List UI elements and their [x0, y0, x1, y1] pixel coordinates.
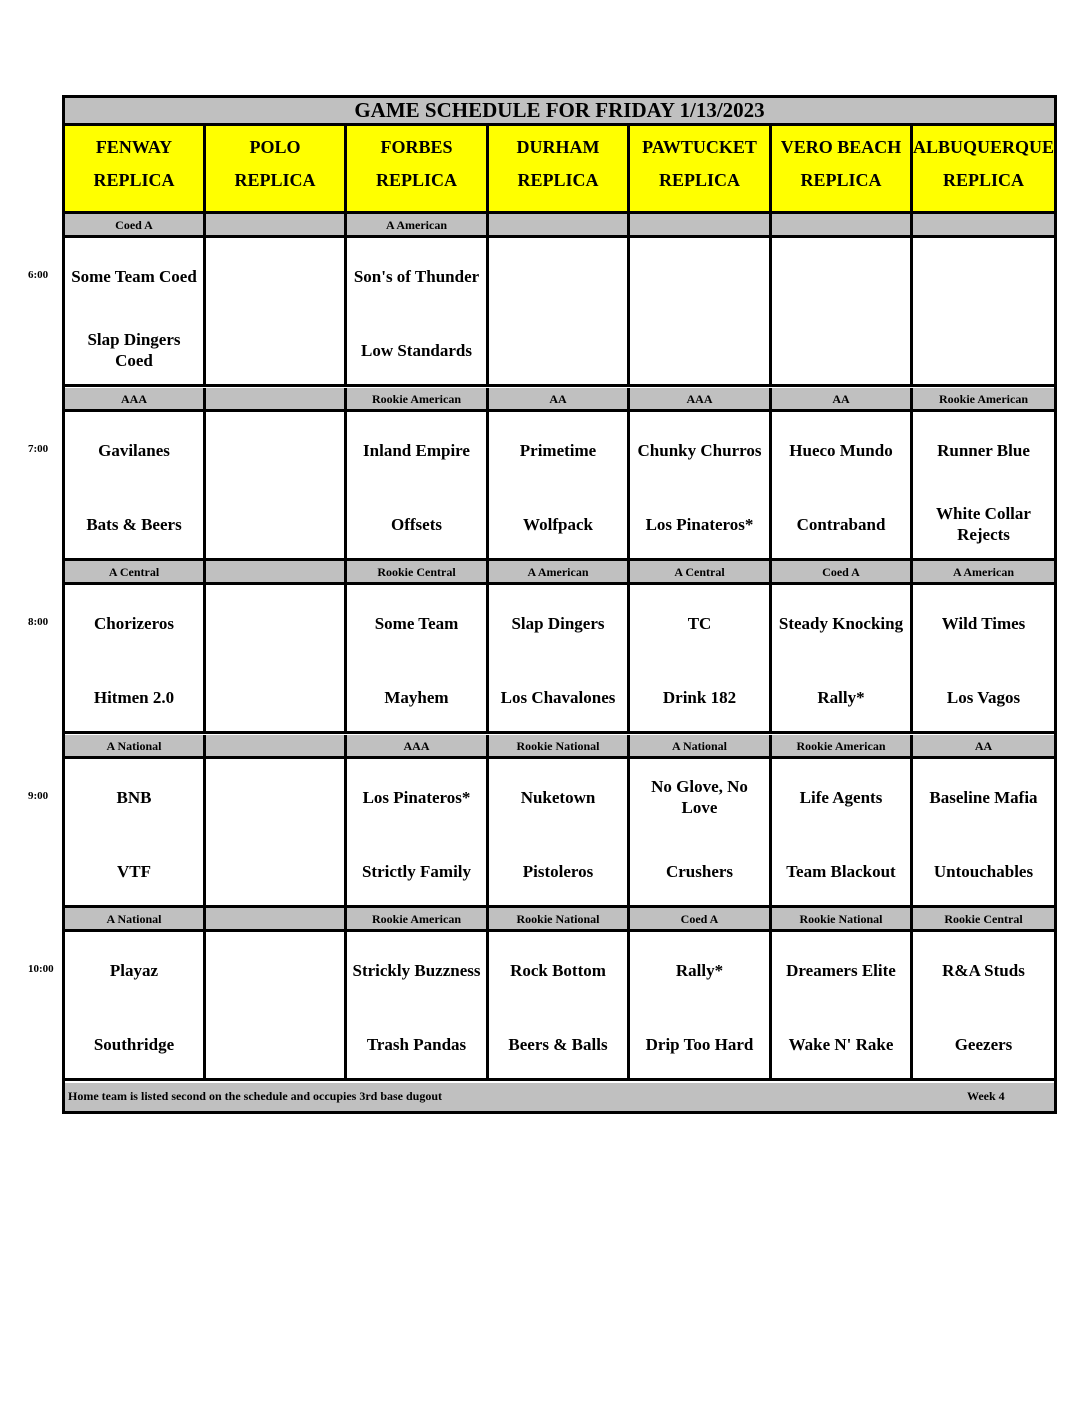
- game-cell: [489, 238, 630, 387]
- away-team: Dreamers Elite: [786, 960, 896, 980]
- away-team: Some Team Coed: [71, 266, 197, 286]
- home-team: [772, 326, 910, 374]
- away-team: Chunky Churros: [637, 440, 762, 460]
- game-cell: [347, 238, 489, 387]
- division-label: AA: [772, 388, 913, 412]
- game-cell: [630, 759, 772, 908]
- game-cell: [489, 585, 630, 734]
- division-label: [206, 735, 347, 759]
- week-label: Week 4: [967, 1089, 1005, 1103]
- game-cell: [65, 238, 206, 387]
- division-label: AA: [489, 388, 630, 412]
- home-team: Beers & Balls: [508, 1034, 608, 1054]
- game-cell: [347, 412, 489, 561]
- division-label: Rookie National: [489, 908, 630, 932]
- division-label: A National: [65, 908, 206, 932]
- time-label: 6:00: [28, 269, 49, 281]
- game-cell: [772, 932, 913, 1081]
- division-label: Rookie Central: [913, 908, 1054, 932]
- home-team: Strictly Family: [361, 861, 472, 881]
- division-label: Coed A: [630, 908, 772, 932]
- field-sub: REPLICA: [658, 170, 740, 190]
- field-sub: REPLICA: [517, 170, 599, 190]
- away-team: No Glove, No Love: [651, 777, 748, 817]
- game-cell: [913, 759, 1054, 908]
- field-header: [489, 126, 630, 214]
- home-team: Drip Too Hard: [645, 1034, 754, 1054]
- schedule-title: GAME SCHEDULE FOR FRIDAY 1/13/2023: [65, 98, 1054, 126]
- division-label: A Central: [65, 561, 206, 585]
- away-team: R&A Studs: [942, 960, 1025, 980]
- home-team: [206, 673, 344, 721]
- away-team: Baseline Mafia: [929, 787, 1038, 807]
- game-cell: [630, 585, 772, 734]
- away-team: Inland Empire: [363, 440, 470, 460]
- field-header: [206, 126, 347, 214]
- field-header: [913, 126, 1054, 214]
- away-team: [206, 426, 344, 474]
- time-label: 8:00: [28, 616, 49, 628]
- home-team: Drink 182: [662, 687, 737, 707]
- field-sub: REPLICA: [800, 170, 882, 190]
- game-cell: [206, 759, 347, 908]
- home-team: [489, 326, 627, 374]
- field-name: ALBUQUERQUE: [913, 137, 1055, 157]
- field-sub: REPLICA: [93, 170, 175, 190]
- away-team: Primetime: [519, 440, 597, 460]
- game-cell: [489, 759, 630, 908]
- time-label: 10:00: [28, 963, 54, 975]
- field-name: VERO BEACH: [780, 137, 902, 157]
- division-label: Rookie American: [772, 735, 913, 759]
- game-cell: [630, 412, 772, 561]
- game-cell: [206, 412, 347, 561]
- division-label: Rookie American: [347, 908, 489, 932]
- home-team: White Collar Rejects: [936, 504, 1031, 544]
- division-label: A American: [489, 561, 630, 585]
- home-team: Rally*: [817, 687, 865, 707]
- game-cell: [489, 932, 630, 1081]
- game-cell: [913, 585, 1054, 734]
- home-team: Crushers: [665, 861, 734, 881]
- home-team: [206, 500, 344, 548]
- away-team: Strickly Buzzness: [352, 960, 481, 980]
- away-team: [630, 252, 769, 300]
- home-team: Trash Pandas: [366, 1034, 467, 1054]
- field-header: [772, 126, 913, 214]
- game-cell: [630, 238, 772, 387]
- division-label: Rookie American: [347, 388, 489, 412]
- away-team: Hueco Mundo: [789, 440, 893, 460]
- away-team: Life Agents: [799, 787, 883, 807]
- game-cell: [65, 759, 206, 908]
- home-team: Bats & Beers: [86, 514, 182, 534]
- field-name: FENWAY: [95, 137, 173, 157]
- away-team: [206, 599, 344, 647]
- division-label: Rookie Central: [347, 561, 489, 585]
- home-team: Geezers: [954, 1034, 1013, 1054]
- division-label: Coed A: [65, 214, 206, 238]
- division-label: Coed A: [772, 561, 913, 585]
- away-team: Slap Dingers: [511, 613, 605, 633]
- division-label: A National: [65, 735, 206, 759]
- division-label: Rookie National: [772, 908, 913, 932]
- division-label: AAA: [630, 388, 772, 412]
- time-label: 9:00: [28, 790, 49, 802]
- field-header: [630, 126, 772, 214]
- game-cell: [65, 412, 206, 561]
- away-team: Chorizeros: [94, 613, 174, 633]
- home-team: Pistoleros: [522, 861, 594, 881]
- home-team: Offsets: [391, 514, 442, 534]
- field-header: [65, 126, 206, 214]
- division-label: [206, 388, 347, 412]
- division-label: Rookie National: [489, 735, 630, 759]
- home-team: Team Blackout: [786, 861, 896, 881]
- division-label: A American: [347, 214, 489, 238]
- away-team: Wild Times: [941, 613, 1026, 633]
- game-cell: [913, 932, 1054, 1081]
- game-cell: [772, 759, 913, 908]
- game-cell: [913, 412, 1054, 561]
- away-team: [489, 252, 627, 300]
- game-cell: [347, 759, 489, 908]
- game-cell: [65, 932, 206, 1081]
- away-team: [206, 773, 344, 821]
- home-team: Slap Dingers Coed: [87, 330, 181, 370]
- game-cell: [913, 238, 1054, 387]
- home-team: [913, 326, 1054, 374]
- field-sub: REPLICA: [942, 170, 1024, 190]
- division-label: A Central: [630, 561, 772, 585]
- game-cell: [206, 238, 347, 387]
- game-cell: [347, 932, 489, 1081]
- field-name: POLO: [249, 137, 301, 157]
- home-team: Contraband: [796, 514, 886, 534]
- home-team: Low Standards: [360, 340, 472, 360]
- division-label: A National: [630, 735, 772, 759]
- away-team: BNB: [116, 787, 152, 807]
- division-label: [489, 214, 630, 238]
- home-team: [206, 1020, 344, 1068]
- footer-note: Home team is listed second on the schedule and occupies 3rd base dugout: [68, 1089, 443, 1103]
- away-team: Gavilanes: [98, 440, 170, 460]
- field-sub: REPLICA: [234, 170, 316, 190]
- division-label: [913, 214, 1054, 238]
- away-team: Rally*: [675, 960, 724, 980]
- game-cell: [772, 238, 913, 387]
- away-team: Some Team: [374, 613, 459, 633]
- game-cell: [772, 585, 913, 734]
- division-label: [206, 214, 347, 238]
- game-cell: [206, 932, 347, 1081]
- division-label: [630, 214, 772, 238]
- home-team: Southridge: [93, 1034, 175, 1054]
- game-cell: [772, 412, 913, 561]
- home-team: Hitmen 2.0: [93, 687, 175, 707]
- away-team: Nuketown: [520, 787, 596, 807]
- field-name: PAWTUCKET: [642, 137, 757, 157]
- away-team: TC: [687, 613, 712, 633]
- away-team: [206, 946, 344, 994]
- home-team: [206, 326, 344, 374]
- field-header: [347, 126, 489, 214]
- away-team: Son's of Thunder: [353, 266, 480, 286]
- game-cell: [65, 585, 206, 734]
- away-team: Steady Knocking: [778, 613, 904, 633]
- time-label: 7:00: [28, 443, 49, 455]
- division-label: [206, 561, 347, 585]
- home-team: VTF: [117, 861, 151, 881]
- field-name: DURHAM: [516, 137, 600, 157]
- division-label: [206, 908, 347, 932]
- footer-row: [65, 1083, 1054, 1111]
- field-name: FORBES: [380, 137, 453, 157]
- schedule-table: [62, 95, 1057, 1114]
- home-team: Los Pinateros*: [645, 514, 754, 534]
- division-label: AA: [913, 735, 1054, 759]
- division-label: AAA: [347, 735, 489, 759]
- away-team: Rock Bottom: [510, 960, 606, 980]
- game-cell: [489, 412, 630, 561]
- away-team: Playaz: [109, 960, 159, 980]
- home-team: Wake N' Rake: [788, 1034, 894, 1054]
- away-team: [772, 252, 910, 300]
- away-team: Los Pinateros*: [362, 787, 471, 807]
- division-label: AAA: [65, 388, 206, 412]
- field-sub: REPLICA: [375, 170, 457, 190]
- away-team: Runner Blue: [937, 440, 1030, 460]
- home-team: Wolfpack: [523, 514, 593, 534]
- away-team: [206, 252, 344, 300]
- division-label: [772, 214, 913, 238]
- division-label: A American: [913, 561, 1054, 585]
- game-cell: [630, 932, 772, 1081]
- home-team: Los Vagos: [946, 687, 1021, 707]
- home-team: [630, 326, 769, 374]
- away-team: [913, 252, 1054, 300]
- home-team: Mayhem: [384, 687, 449, 707]
- division-label: Rookie American: [913, 388, 1054, 412]
- game-cell: [206, 585, 347, 734]
- home-team: [206, 847, 344, 895]
- home-team: Los Chavalones: [500, 687, 616, 707]
- game-cell: [347, 585, 489, 734]
- home-team: Untouchables: [933, 861, 1034, 881]
